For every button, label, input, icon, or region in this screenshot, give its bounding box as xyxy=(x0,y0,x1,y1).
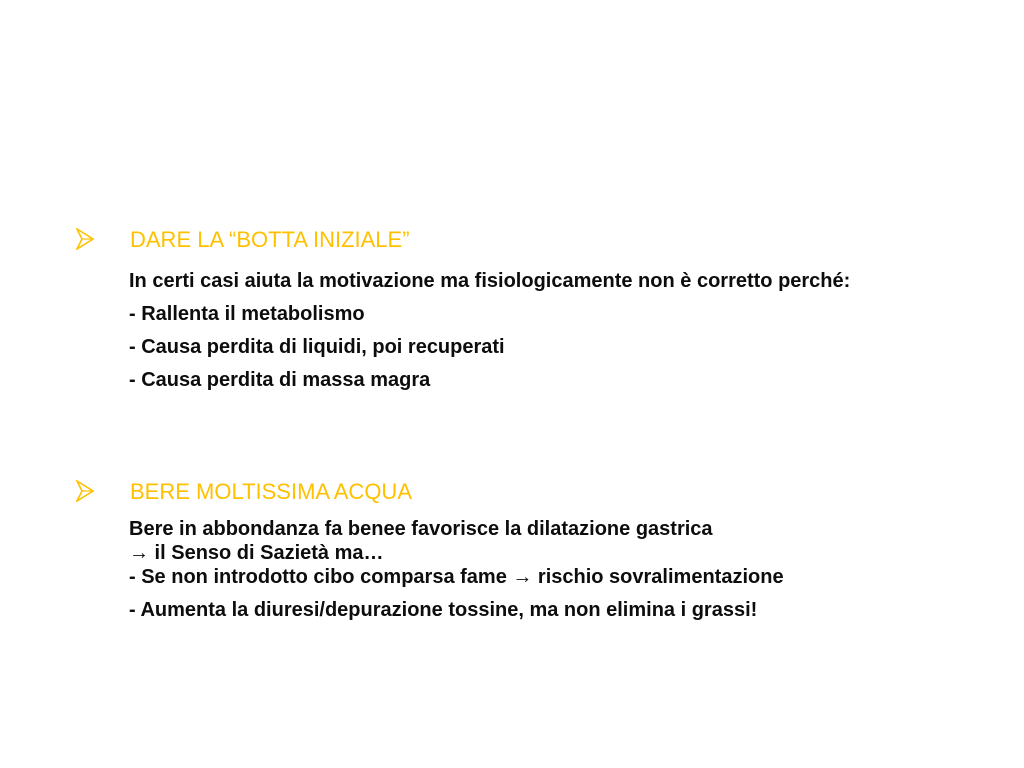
section-body xyxy=(129,269,949,392)
list-item: - Aumenta la diuresi/depurazione tossine, ma non elimina i grassi! xyxy=(129,599,758,621)
list-item: - Rallenta il metabolismo xyxy=(129,303,365,325)
arrowhead-bullet-icon xyxy=(76,480,94,502)
list-item: → il Senso di Sazietà ma… xyxy=(129,542,384,564)
section-heading: BERE MOLTISSIMA ACQUA xyxy=(130,479,412,504)
section-body xyxy=(129,517,949,622)
list-item: - Causa perdita di liquidi, poi recuperati xyxy=(129,336,505,358)
list-item: - Se non introdotto cibo comparsa fame → rischio sovralimentazione xyxy=(129,566,784,588)
section-heading-row xyxy=(0,477,1024,511)
section-bere-acqua xyxy=(0,477,1024,622)
section-intro: In certi casi aiuta la motivazione ma fisiologicamente non è corretto perché: xyxy=(129,270,851,292)
section-heading: DARE LA “BOTTA INIZIALE” xyxy=(130,227,410,252)
section-botta-iniziale xyxy=(0,225,1024,392)
section-heading-row xyxy=(0,225,1024,259)
arrowhead-bullet-icon xyxy=(76,228,94,250)
section-intro: Bere in abbondanza fa benee favorisce la dilatazione gastrica xyxy=(129,518,713,540)
list-item: - Causa perdita di massa magra xyxy=(129,369,431,391)
